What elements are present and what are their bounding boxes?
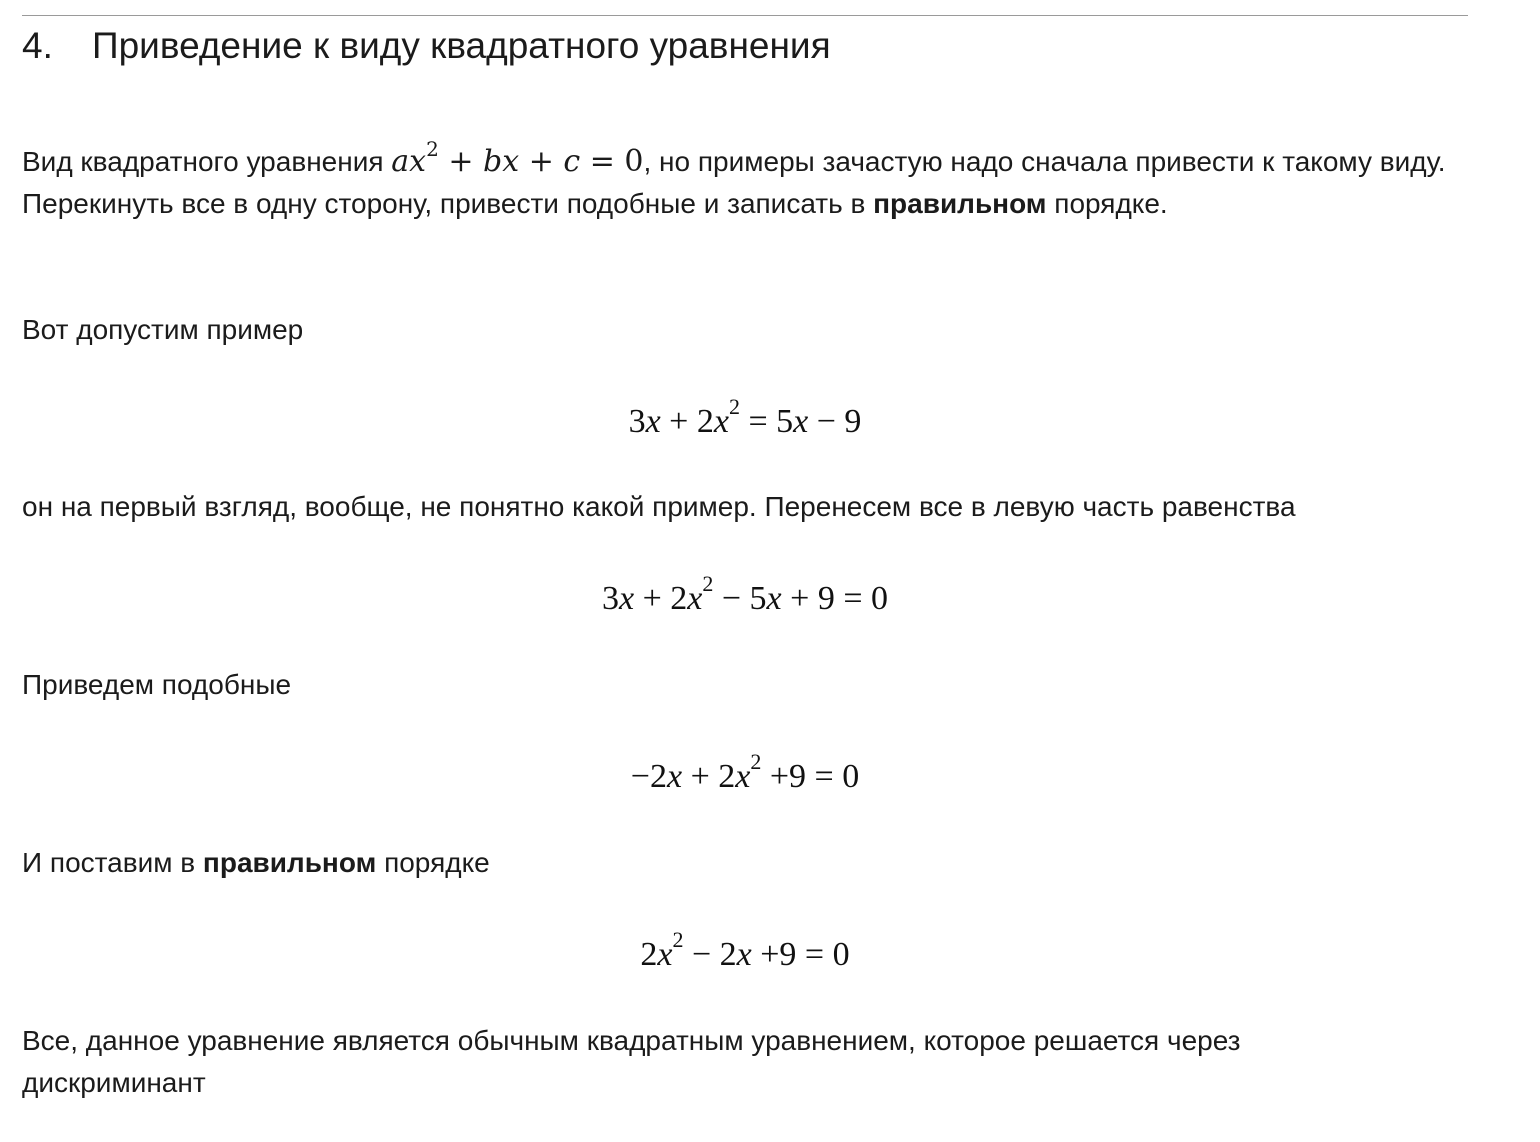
conclusion-paragraph: Все, данное уравнение является обычным квадратным уравнением, которое решается через дискриминант: [22, 1025, 1241, 1098]
section-number: 4.: [22, 25, 53, 66]
move-paragraph: он на первый взгляд, вообще, не понятно какой пример. Перенесем все в левую часть равенства: [22, 491, 1296, 522]
order-bold-word: правильном: [202, 847, 377, 878]
intro-bold-word: правильном: [873, 188, 1047, 219]
equation-3: $-2x + 2x^2 +9 = 0$: [630, 748, 860, 795]
intro-formula: $ax^2$ + bx + c = 0: [391, 137, 644, 179]
section-heading: [22, 22, 831, 70]
equation-1: $3x + 2x^2 = 5x - 9$: [628, 393, 862, 440]
equation-2: $3x + 2x^2 - 5x + 9 = 0$: [601, 570, 888, 617]
intro-paragraph: [22, 137, 1492, 225]
section-title: Приведение к виду квадратного уравнения: [92, 25, 831, 66]
intro-text-before: Вид квадратного уравнения: [22, 146, 392, 177]
top-divider: [22, 15, 1468, 16]
combine-paragraph: Приведем подобные: [22, 669, 292, 700]
equation-4: $2x^2 - 2x +9 = 0$: [640, 926, 850, 973]
intro-text-after: , но примеры зачастую надо сначала привести к такому виду. Перекинуть все в одну сторону, привести подобные и записать в: [22, 146, 1446, 219]
example-intro: Вот допустим пример: [22, 314, 304, 345]
order-text-after: порядке: [376, 847, 490, 878]
order-text-before: И поставим в: [22, 847, 203, 878]
intro-text-end: порядке.: [1046, 188, 1168, 219]
order-paragraph: [22, 842, 1492, 884]
